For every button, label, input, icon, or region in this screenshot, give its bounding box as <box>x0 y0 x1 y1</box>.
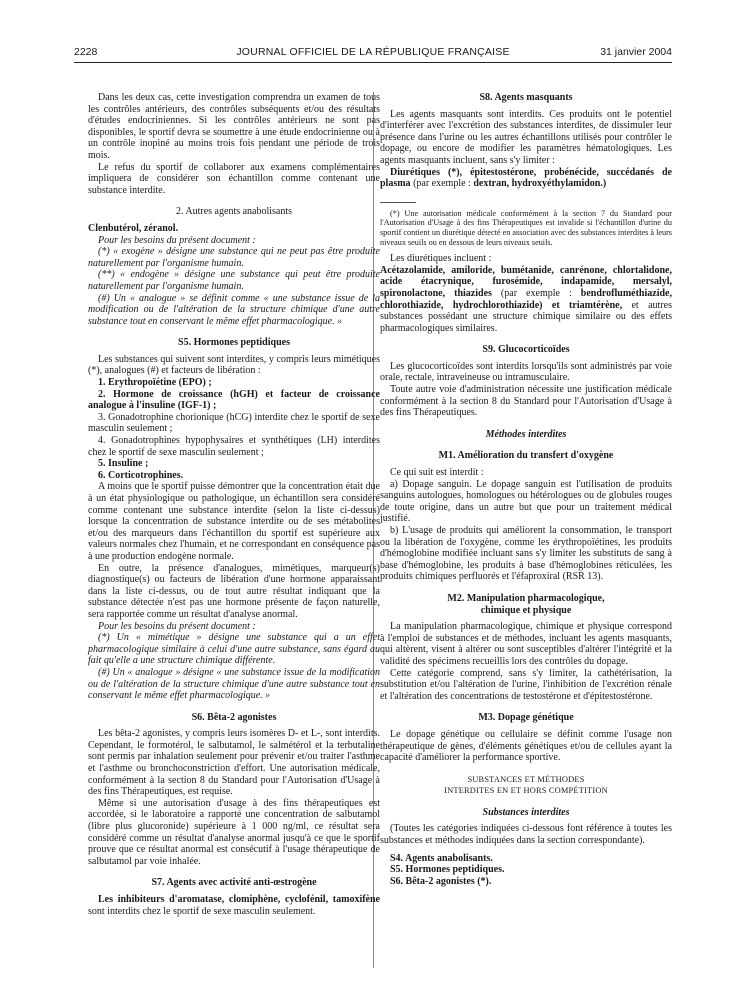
agent-list: Clenbutérol, zéranol. <box>88 222 179 234</box>
bold-text: Les inhibiteurs d'aromatase, clomiphène, cyclofénil, tamoxifène <box>98 894 380 905</box>
issue-date: 31 janvier 2004 <box>600 46 672 58</box>
list-item: 5. Insuline ; <box>98 458 149 470</box>
definition-intro: Pour les besoins du présent document : <box>98 620 256 632</box>
definition: (#) Un « analogue » désigne « une substance issue de la modification ou de l'altération de la structure chimique d'une autre substance tout en conservant le même effet pharmacologique. » <box>88 666 380 702</box>
paragraph: Les bêta-2 agonistes, y compris leurs isomères D- et L-, sont interdits. Cependant, le formotérol, le salbutamol, le salmétérol et la terbutaline sont permis par inhalation seulement pour prévenir et/ou traiter l'asthme et l'asthme ou bronchoconstriction d'effort. Une autorisation médicale, conformément à la section 8 du Standard pour l'Autorisation d'Usage à des fins Thérapeutiques, est requise. <box>88 728 380 798</box>
section-heading-m1: M1. Amélioration du transfert d'oxygène <box>438 450 614 462</box>
paragraph: (Toutes les catégories indiquées ci-dessous font référence à toutes les substances et méthodes indiquées dans la section correspondante). <box>380 823 672 847</box>
text: (par exemple : <box>410 178 474 190</box>
bold-text: Acétazolamide, amiloride, bumétanide, canrénone, chlortalidone, acide étacrynique, furosémide, indapamide, mersalyl, spironolactone, thiazides <box>380 264 672 299</box>
list-item: 2. Hormone de croissance (hGH) et facteur de croissance analogue à l'insuline (IGF-1) ; <box>88 388 380 412</box>
section-heading-s5: S5. Hormones peptidiques <box>178 337 290 349</box>
left-column <box>88 92 380 917</box>
definition: (*) « exogène » désigne une substance qui ne peut pas être produite naturellement par l'organisme humain. <box>88 246 380 269</box>
right-column <box>380 92 672 887</box>
page-number: 2228 <box>74 46 98 58</box>
text: sont interdits chez le sportif de sexe masculin seulement. <box>88 905 316 917</box>
text: (par exemple : <box>491 287 581 299</box>
paragraph: Cette catégorie comprend, sans s'y limiter, la cathétérisation, la substitution et/ou l'altération de l'urine, l'inhibition de l'excrétion rénale et l'altération des concentrations de testostérone et d'épitestostérone. <box>380 667 672 702</box>
paragraph: Ce qui suit est interdit : <box>390 467 484 479</box>
paragraph <box>380 167 672 190</box>
category-heading: SUBSTANCES ET MÉTHODES <box>467 774 585 784</box>
bold-text: bendrofluméthiazide, chlorothiazide, hydrochlorothiazide) et triamtérène, <box>380 287 672 311</box>
section-heading-s8: S8. Agents masquants <box>479 92 573 103</box>
section-heading-s7: S7. Agents avec activité anti-œstrogène <box>151 877 317 889</box>
category-heading-line2: INTERDITES EN ET HORS COMPÉTITION <box>444 786 608 796</box>
section-heading-s6: S6. Bêta-2 agonistes <box>191 711 277 723</box>
section-heading: 2. Autres agents anabolisants <box>175 206 293 218</box>
section-heading-m2-line2: chimique et physique <box>480 604 572 616</box>
section-heading-s9: S9. Glucocorticoïdes <box>482 344 570 356</box>
definition: (#) Un « analogue » se définit comme « une substance issue de la modification ou de l'altération de la structure chimique d'une autre substance tout en conservant le même effet pharmacologique. » <box>88 292 380 327</box>
list-item: S5. Hormones peptidiques. <box>390 864 505 876</box>
page-header <box>74 44 672 63</box>
list-item: S6. Bêta-2 agonistes (*). <box>390 875 492 887</box>
definition-intro: Pour les besoins du présent document : <box>98 234 256 246</box>
substances-heading: Substances interdites <box>482 806 570 818</box>
paragraph: Le dopage génétique ou cellulaire se définit comme l'usage non thérapeutique de gènes, d'éléments génétiques et/ou de cellules ayant la capacité d'améliorer la performance sportive. <box>380 728 672 764</box>
paragraph: En outre, la présence d'analogues, mimétiques, marqueur(s) diagnostique(s) ou facteurs de libération d'une hormone apparaissant dans la liste ci-dessus, ou de tout autre résultat indiquant que la substance détectée n'est pas une hormone présente de façon naturelle, sera rapportée comme un résultat d'analyse anormal. <box>88 562 380 620</box>
paragraph: b) L'usage de produits qui améliorent la consommation, le transport ou la libération de l'oxygène, comme les érythropoïétines, les produits d'hémoglobine modifiée incluant sans s'y limiter les substituts de sang à base d'hémoglobine, les produits à base d'hémoglobines réticulées, les produits chimiques perfluorés et l'éfaproxiral (RSR 13). <box>380 525 672 583</box>
paragraph: Le refus du sportif de collaborer aux examens complémentaires impliquera de considérer son échantillon comme contenant une substance interdite. <box>88 161 380 196</box>
paragraph: Les agents masquants sont interdits. Ces produits ont le potentiel d'interférer avec l'excrétion des substances interdites, de dissimuler leur présence dans l'urine ou les autres échantillons utilisés pour contrôler le dopage, ou encore de modifier les paramètres hématologiques. Les agents masquants incluent, sans s'y limiter : <box>380 108 672 166</box>
list-item: S4. Agents anabolisants. <box>390 852 493 864</box>
paragraph: Les glucocorticoïdes sont interdits lorsqu'ils sont administrés par voie orale, rectale, intraveineuse ou intramusculaire. <box>380 360 672 384</box>
methods-heading: Méthodes interdites <box>485 428 567 440</box>
bold-text: dextran, hydroxyéthylamidon.) <box>473 178 607 190</box>
journal-title: JOURNAL OFFICIEL DE LA RÉPUBLIQUE FRANÇAISE <box>236 46 510 58</box>
list-item: 1. Erythropoïétine (EPO) ; <box>98 377 212 389</box>
list-item: 6. Corticotrophines. <box>98 469 184 481</box>
footnote: (*) Une autorisation médicale conformément à la section 7 du Standard pour l'Autorisation d'Usage à des fins Thérapeutiques est invalide si l'échantillon d'urine du sportif contient un diurétique détecté en association avec des substances interdites à leurs niveaux seuils ou en dessous de leurs niveaux seuils. <box>380 208 672 247</box>
text: et autres substances possédant une structure chimique similaire ou des effets pharmacologiques similaires. <box>380 299 672 334</box>
paragraph: Même si une autorisation d'usage à des fins thérapeutiques est accordée, si le laboratoire a rapporté une concentration de salbutamol (libre plus glucoronide) supérieure à 1 000 ng/ml, ce résultat sera considéré comme un résultat d'analyse anormal jusqu'à ce que le sportif prouve que ce résultat anormal est consécutif à l'usage thérapeutique de salbutamol par voie inhalée. <box>88 797 380 867</box>
section-heading-m2: M2. Manipulation pharmacologique, <box>447 592 605 604</box>
paragraph: A moins que le sportif puisse démontrer que la concentration était due à un état physiologique ou pathologique, un échantillon sera considéré comme contenant une substance interdite (selon la liste ci-dessus) lorsque la concentration de substance interdite ou de ses métabolites et/ou des marqueurs dans l'échantillon du sportif est supérieure aux valeurs normales chez l'humain, et ne correspondant en conséquence pas à une production endogène normale. <box>88 481 380 562</box>
paragraph: Les substances qui suivent sont interdites, y compris leurs mimétiques (*), analogues (#) et facteurs de libération : <box>88 353 380 377</box>
paragraph: Toute autre voie d'administration nécessite une justification médicale conformément à la section 8 du Standard pour l'Autorisation d'Usage à des fins Thérapeutiques. <box>380 384 672 419</box>
bold-text: Diurétiques (*), épitestostérone, probénécide, succédanés de plasma <box>380 166 672 190</box>
paragraph <box>380 265 672 335</box>
paragraph: Dans les deux cas, cette investigation comprendra un examen de tous les contrôles antérieurs, des contrôles subséquents et/ou des résultats d'études endocriniennes. Si les contrôles antérieurs ne sont pas disponibles, le sportif devra se soumettre à une étude endocrinienne ou à un contrôle inopiné au moins trois fois pendant une période de trois mois. <box>88 92 380 161</box>
paragraph <box>88 894 380 917</box>
paragraph: La manipulation pharmacologique, chimique et physique correspond à l'emploi de substances et de méthodes, incluant les agents masquants, qui altèrent, visent à altérer ou sont susceptibles d'altérer l'intégrité et la validité des spécimens recueillis lors des contrôles du dopage. <box>380 621 672 667</box>
paragraph: a) Dopage sanguin. Le dopage sanguin est l'utilisation de produits sanguins autologues, homologues ou hétérologues ou de globules rouges de toute origine, dans un autre but que pour un traitement médical justifié. <box>380 478 672 525</box>
list-item: 3. Gonadotrophine chorionique (hCG) interdite chez le sportif de sexe masculin seulement ; <box>88 411 380 435</box>
footnote-rule <box>380 202 416 203</box>
paragraph: Les diurétiques incluent : <box>390 253 492 265</box>
section-heading-m3: M3. Dopage génétique <box>478 712 574 724</box>
definition: (*) Un « mimétique » désigne une substance qui a un effet pharmacologique similaire à celui d'une autre substance, sans égard au fait qu'elle a une structure chimique différente. <box>88 632 380 667</box>
list-item: 4. Gonadotrophines hypophysaires et synthétiques (LH) interdites chez le sportif de sexe masculin seulement ; <box>88 435 380 458</box>
definition: (**) « endogène » désigne une substance qui peut être produite naturellement par l'organisme humain. <box>88 269 380 292</box>
